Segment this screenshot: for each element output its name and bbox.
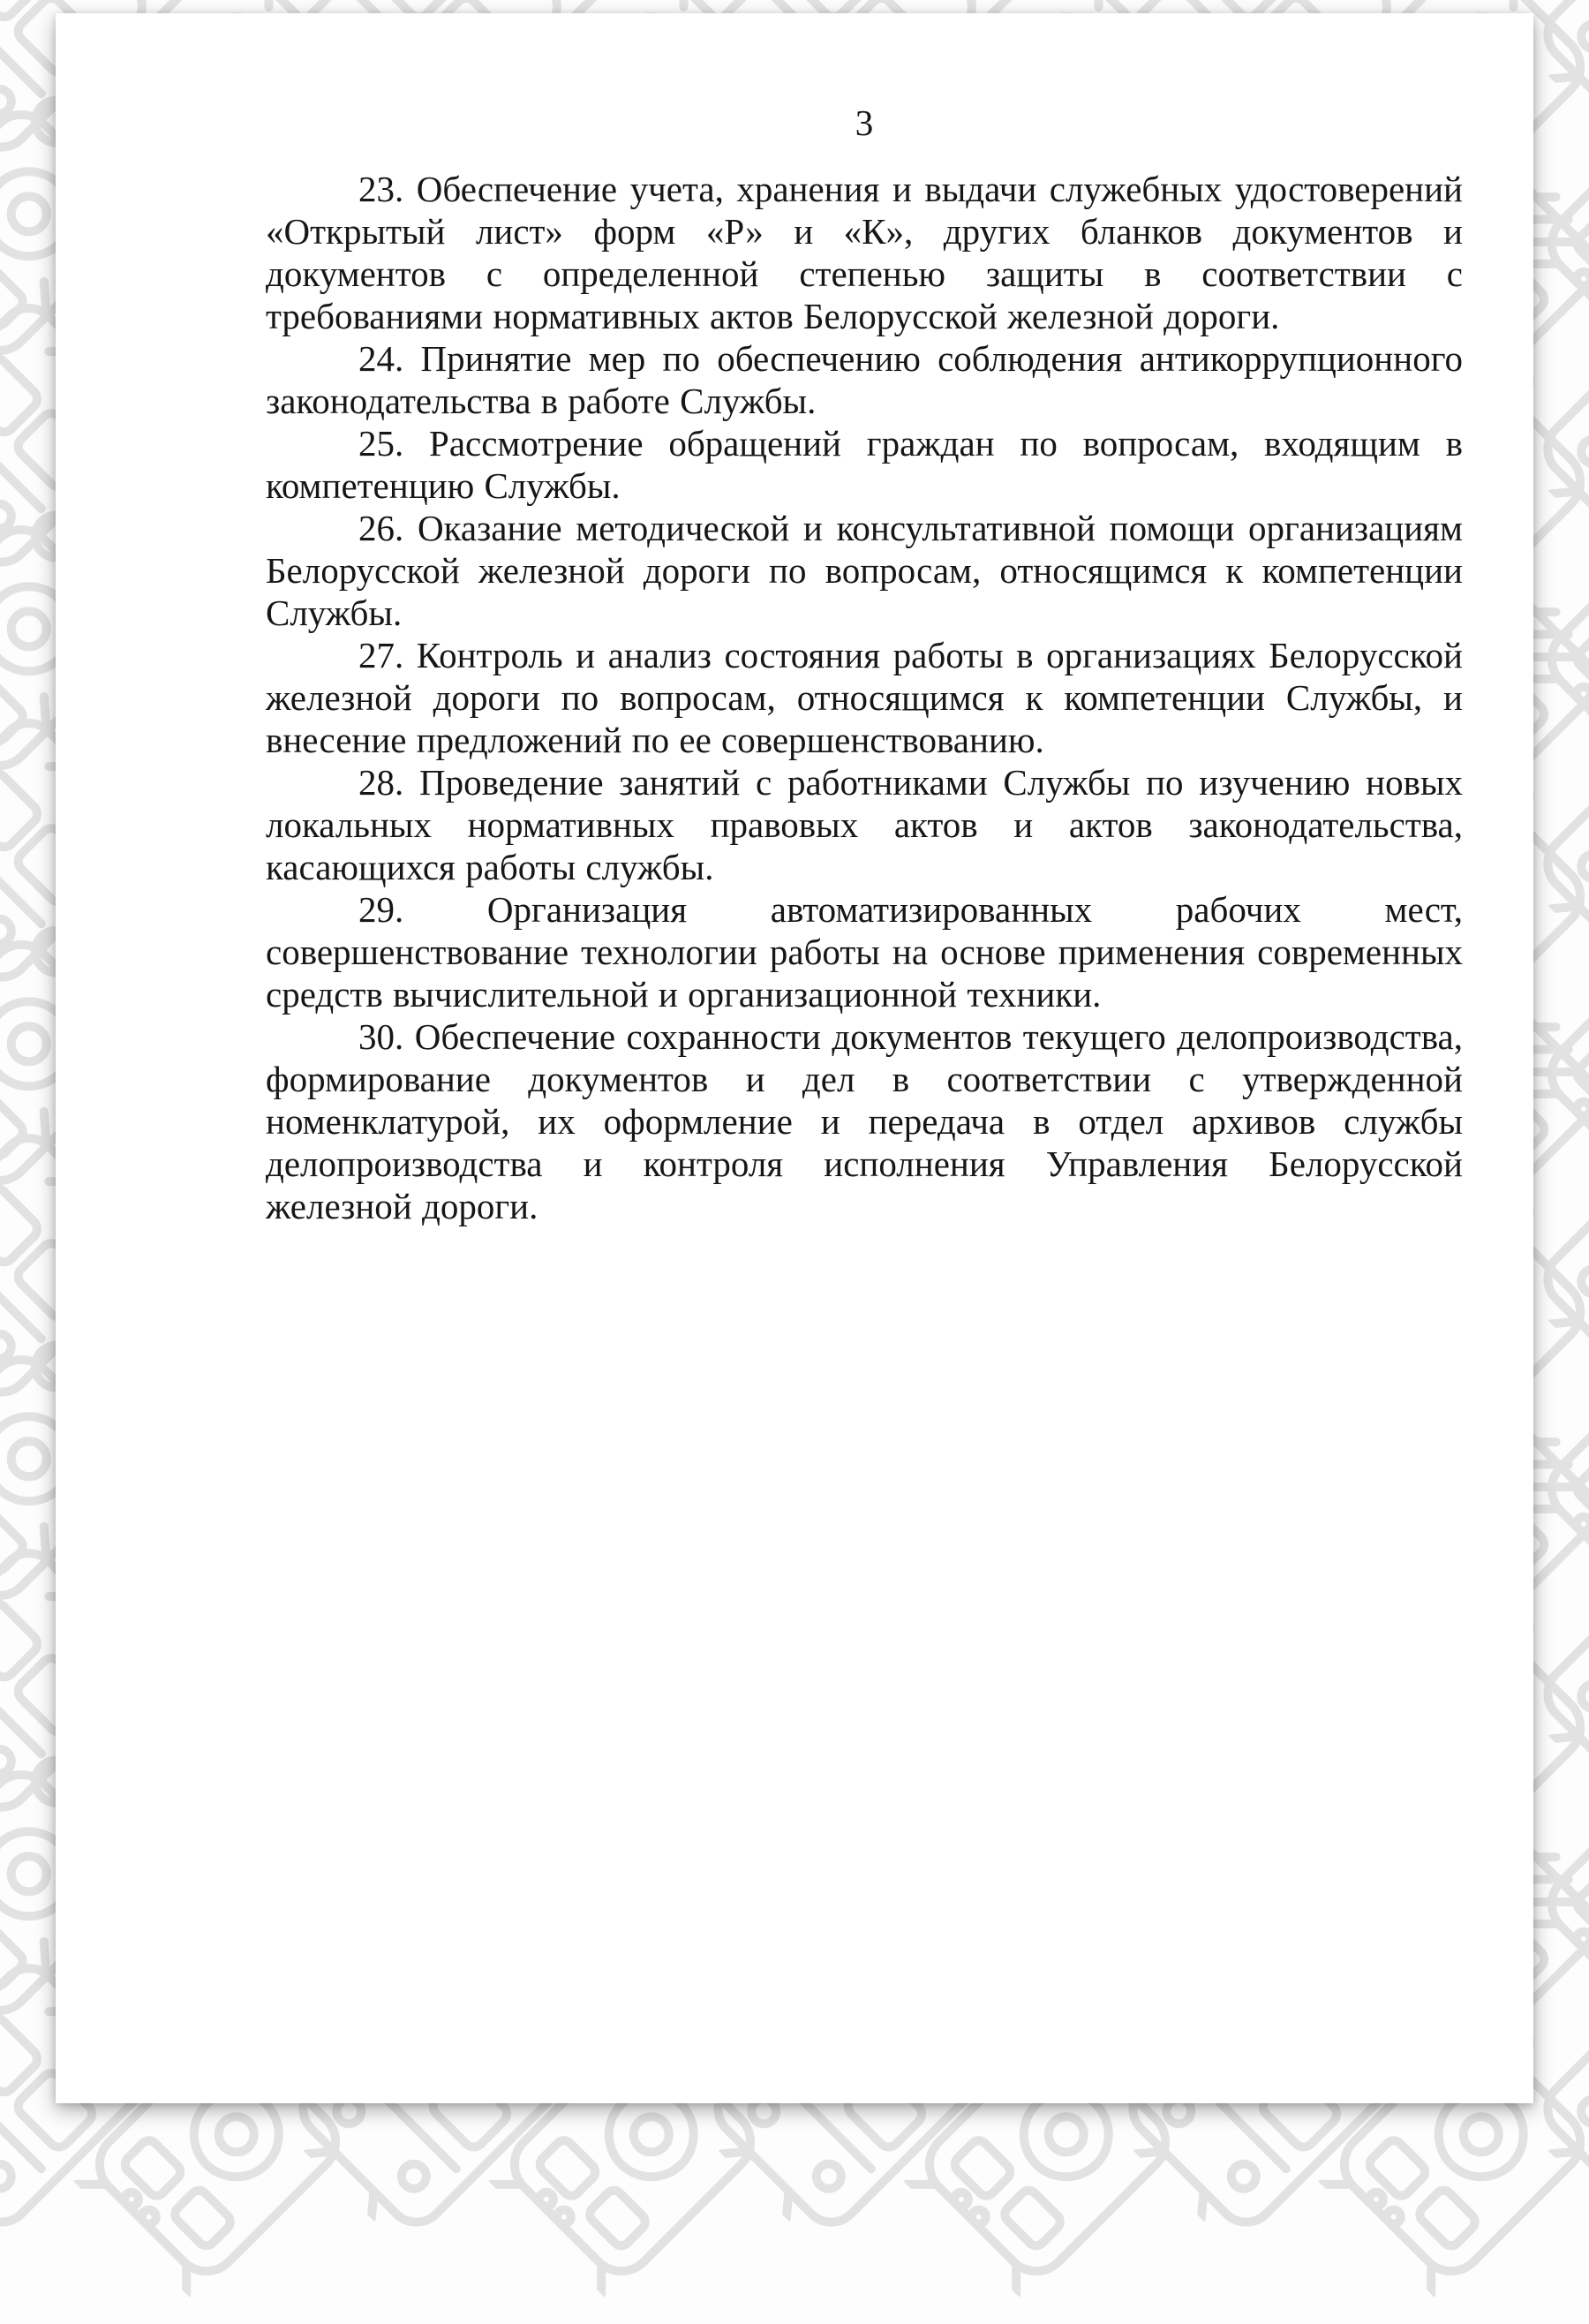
document-body xyxy=(266,168,1463,1227)
body-paragraph: 25. Рассмотрение обращений граждан по вопросам, входящим в компетенцию Службы. xyxy=(266,423,1463,506)
body-paragraph: 26. Оказание методической и консультативной помощи организациям Белорусской железной дороги по вопросам, относящимся к компетенции Службы. xyxy=(266,508,1463,633)
document-page xyxy=(56,13,1533,2103)
body-paragraph: 30. Обеспечение сохранности документов текущего делопроизводства, формирование документов и дел в соответствии с утвержденной номенклатурой, их оформление и передача в отдел архивов службы делопроизводства и контроля исполнения Управления Белорусской железной дороги. xyxy=(266,1016,1463,1226)
body-paragraph: 28. Проведение занятий с работниками Службы по изучению новых локальных нормативных правовых актов и актов законодательства, касающихся работы службы. xyxy=(266,762,1463,887)
body-paragraph: 29. Организация автоматизированных рабочих мест, совершенствование технологии работы на основе применения современных средств вычислительной и организационной техники. xyxy=(266,889,1463,1015)
body-paragraph: 24. Принятие мер по обеспечению соблюдения антикоррупционного законодательства в работе Службы. xyxy=(266,338,1463,421)
page-number: 3 xyxy=(855,102,874,143)
body-paragraph: 23. Обеспечение учета, хранения и выдачи служебных удостоверений «Открытый лист» форм «Р» и «К», других бланков документов и документов с определенной степенью защиты в соответствии с требованиями нормативных актов Белорусской железной дороги. xyxy=(266,169,1463,336)
body-paragraph: 27. Контроль и анализ состояния работы в организациях Белорусской железной дороги по вопросам, относящимся к компетенции Службы, и внесение предложений по ее совершенствованию. xyxy=(266,635,1463,760)
